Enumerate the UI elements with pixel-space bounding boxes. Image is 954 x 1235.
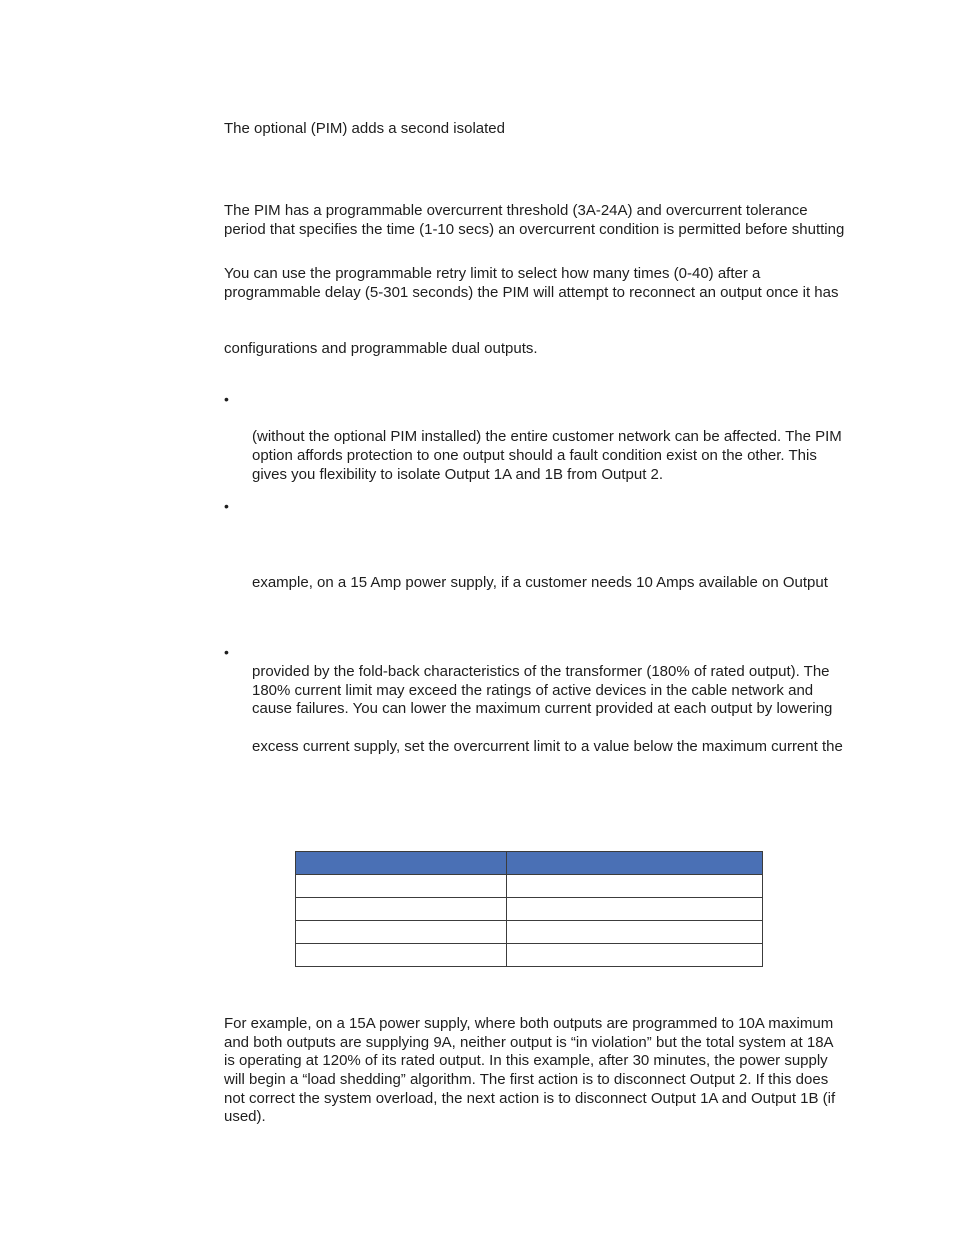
bullet-line: option affords protection to one output should a fault condition exist on the other. This xyxy=(252,447,817,464)
table-cell xyxy=(296,944,507,967)
bullet-marker: • xyxy=(224,391,229,407)
config-paragraph-line: configurations and programmable dual outputs. xyxy=(224,340,538,357)
closing-paragraph-line: will begin a “load shedding” algorithm. The first action is to disconnect Output 2. If this does xyxy=(224,1071,829,1088)
data-table xyxy=(295,851,763,967)
bullet-line: gives you flexibility to isolate Output 1A and 1B from Output 2. xyxy=(252,466,664,483)
table-header-cell xyxy=(507,852,763,875)
intro-text: The optional (PIM) adds a second isolated xyxy=(224,120,505,137)
bullet-line: provided by the fold-back characteristics of the transformer (180% of rated output). The xyxy=(252,663,830,680)
threshold-paragraph-line: period that specifies the time (1-10 secs) an overcurrent condition is permitted before shutting xyxy=(224,221,845,238)
retry-paragraph-line: You can use the programmable retry limit to select how many times (0-40) after a xyxy=(224,265,761,282)
table-header-row xyxy=(296,852,763,875)
table-row xyxy=(296,875,763,898)
closing-paragraph-line: is operating at 120% of its rated output. In this example, after 30 minutes, the power supply xyxy=(224,1052,828,1069)
bullet-marker: • xyxy=(224,644,229,660)
table-cell xyxy=(296,898,507,921)
table-header-cell xyxy=(296,852,507,875)
table-row xyxy=(296,944,763,967)
closing-paragraph-line: For example, on a 15A power supply, where both outputs are programmed to 10A maximum xyxy=(224,1015,834,1032)
table-row xyxy=(296,921,763,944)
threshold-paragraph-line: The PIM has a programmable overcurrent threshold (3A-24A) and overcurrent tolerance xyxy=(224,202,808,219)
table-cell xyxy=(507,921,763,944)
retry-paragraph-line: programmable delay (5-301 seconds) the PIM will attempt to reconnect an output once it has xyxy=(224,284,839,301)
closing-paragraph-line: used). xyxy=(224,1108,266,1125)
bullet-line: excess current supply, set the overcurrent limit to a value below the maximum current the xyxy=(252,738,843,755)
bullet-line: (without the optional PIM installed) the entire customer network can be affected. The PIM xyxy=(252,428,842,445)
table-cell xyxy=(296,921,507,944)
bullet-line: example, on a 15 Amp power supply, if a customer needs 10 Amps available on Output xyxy=(252,574,828,591)
table-cell xyxy=(507,898,763,921)
table-row xyxy=(296,898,763,921)
table-cell xyxy=(507,944,763,967)
bullet-marker: • xyxy=(224,498,229,514)
bullet-line: cause failures. You can lower the maximum current provided at each output by lowering xyxy=(252,700,833,717)
bullet-line: 180% current limit may exceed the ratings of active devices in the cable network and xyxy=(252,682,814,699)
table-cell xyxy=(296,875,507,898)
table-cell xyxy=(507,875,763,898)
closing-paragraph-line: not correct the system overload, the next action is to disconnect Output 1A and Output 1B (if xyxy=(224,1090,836,1107)
closing-paragraph-line: and both outputs are supplying 9A, neither output is “in violation” but the total system at 18A xyxy=(224,1034,834,1051)
